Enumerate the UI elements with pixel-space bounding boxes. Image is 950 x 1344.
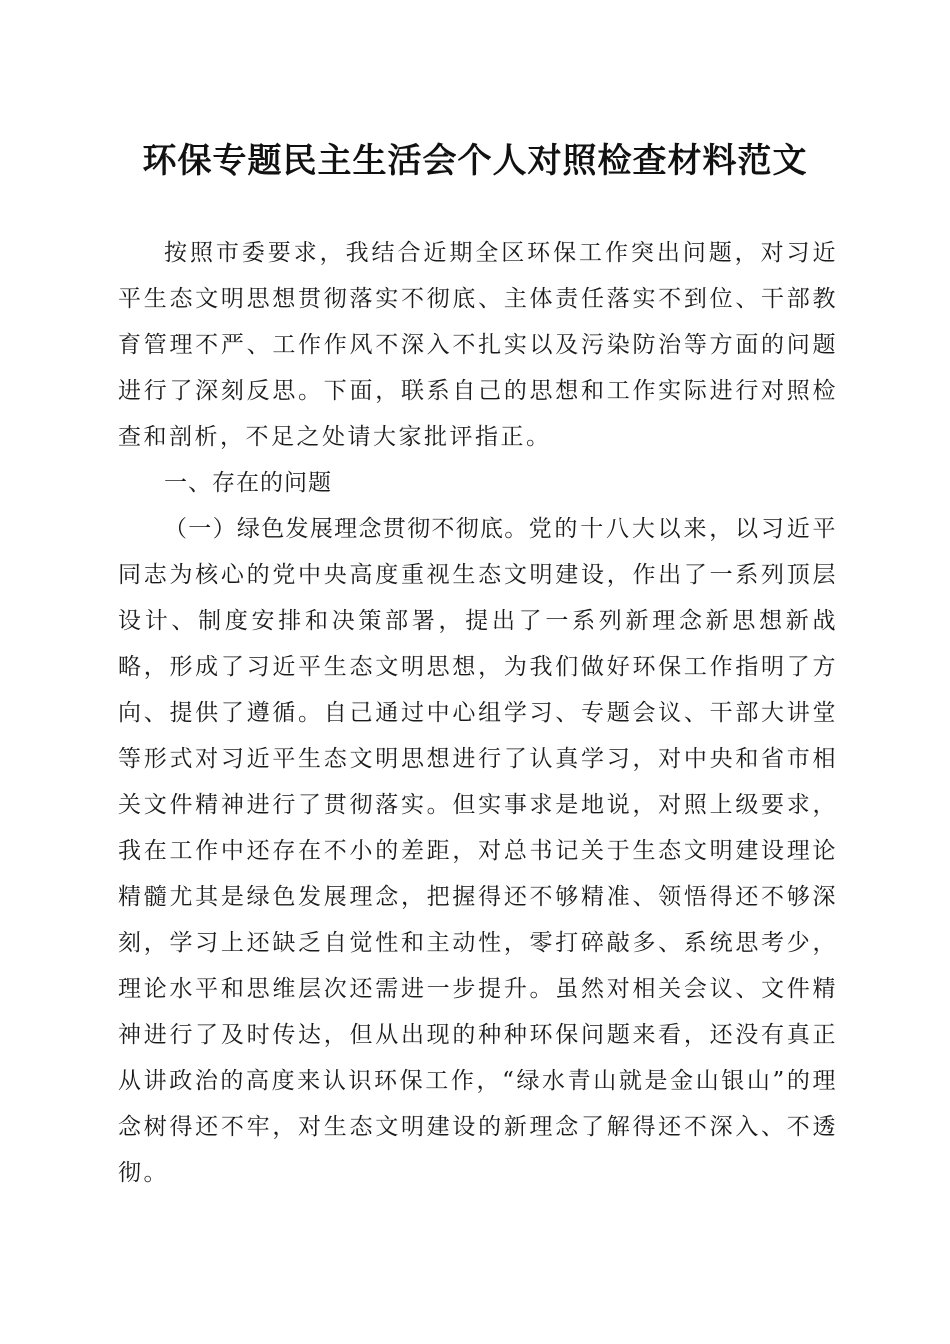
subsection-text: 党的十八大以来，以习近平同志为核心的党中央高度重视生态文明建设，作出了一系列顶层设计、制度安排和决策部署，提出了一系列新理念新思想新战略，形成了习近平生态文明思想，为我们做好环保工作指明了方向、提供了遵循。自己通过中心组学习、专题会议、干部大讲堂等形式对习近平生态文明思想进行了认真学习，对中央和省市相关文件精神进行了贯彻落实。但实事求是地说，对照上级要求，我在工作中还存在不小的差距，对总书记关于生态文明建设理论精髓尤其是绿色发展理念，把握得还不够精准、领悟得还不够深刻，学习上还缺乏自觉性和主动性，零打碎敲多、系统思考少，理论水平和思维层次还需进一步提升。虽然对相关会议、文件精神进行了及时传达，但从出现的种种环保问题来看，还没有真正从讲政治的高度来认识环保工作，“绿水青山就是金山银山”的理念树得还不牢，对生态文明建设的新理念了解得还不深入、不透彻。 <box>118 516 839 1186</box>
subsection-heading: （一）绿色发展理念贯彻不彻底。 <box>164 516 529 542</box>
intro-paragraph: 按照市委要求，我结合近期全区环保工作突出问题，对习近平生态文明思想贯彻落实不彻底、主体责任落实不到位、干部教育管理不严、工作作风不深入不扎实以及污染防治等方面的问题进行了深刻反思。下面，联系自己的思想和工作实际进行对照检查和剖析，不足之处请大家批评指正。 <box>118 240 838 450</box>
document-title: 环保专题民主生活会个人对照检查材料范文 <box>142 141 808 181</box>
subsection-paragraph <box>118 506 838 1196</box>
section-heading <box>118 460 838 506</box>
section-heading-text: 一、存在的问题 <box>164 470 332 496</box>
document-body <box>118 230 838 1196</box>
